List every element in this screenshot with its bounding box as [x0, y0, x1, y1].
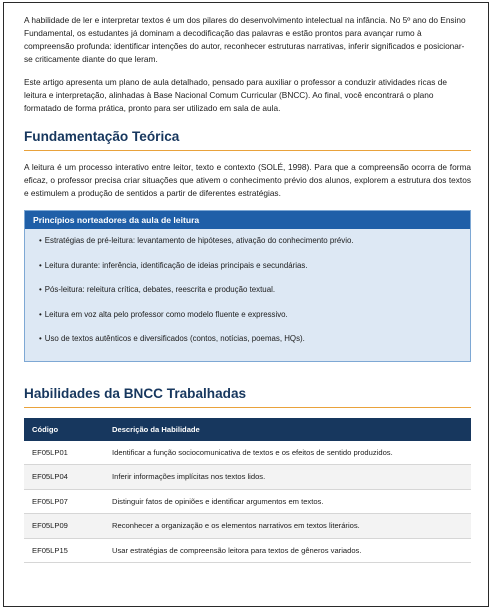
cell-codigo: EF05LP09 [24, 514, 104, 539]
bullet-icon: • [39, 285, 42, 294]
cell-codigo: EF05LP01 [24, 441, 104, 465]
bullet-icon: • [39, 334, 42, 343]
column-header-codigo: Código [24, 418, 104, 441]
bullet-icon: • [39, 260, 42, 270]
principios-box-title: Princípios norteadores da aula de leitura [25, 211, 470, 229]
list-item-text: Leitura durante: inferência, identificação de ideias principais e secundárias. [44, 260, 308, 270]
cell-descricao: Identificar a função sociocomunicativa de textos e os efeitos de sentido produzidos. [104, 441, 471, 465]
document-page [3, 2, 489, 607]
fundamentacao-paragraph: A leitura é um processo interativo entre leitor, texto e contexto (SOLÉ, 1998). Para que a compreensão ocorra de forma eficaz, o professor precisa criar situações que ativem o conhecimento prévio dos alunos, explorem a estrutura dos textos e estimulem a produção de sentidos a partir de diferentes estratégias. [24, 162, 471, 198]
table-header-row [24, 418, 471, 441]
list-item [39, 284, 470, 309]
habilidades-heading: Habilidades da BNCC Trabalhadas [24, 386, 471, 408]
cell-codigo: EF05LP15 [24, 538, 104, 563]
list-item [39, 333, 470, 358]
cell-codigo: EF05LP04 [24, 465, 104, 490]
intro-paragraph-2: Este artigo apresenta um plano de aula detalhado, pensado para auxiliar o professor a conduzir atividades ricas de leitura e interpretação, alinhadas à Base Nacional Comum Curricular (BNCC). Ao final, você encontrará o plano formatado de forma prática, pronto para ser utilizado em sala de aula. [24, 77, 447, 113]
table-row [24, 538, 471, 563]
list-item-text: Uso de textos autênticos e diversificados (contos, notícias, poemas, HQs). [44, 334, 305, 343]
bncc-table [24, 418, 471, 564]
intro-paragraph-1: A habilidade de ler e interpretar textos é um dos pilares do desenvolvimento intelectual na infância. No 5º ano do Ensino Fundamental, os estudantes já dominam a decodificação das palavras e estão prontos para avançar rumo à compreensão profunda: identificar intenções do autor, reconhecer estruturas narrativas, inferir significados e posicionar-se criticamente diante do que leram. [24, 15, 466, 64]
fundamentacao-heading: Fundamentação Teórica [24, 129, 471, 151]
principios-list [25, 229, 470, 361]
list-item-text: Pós-leitura: releitura crítica, debates, reescrita e produção textual. [44, 285, 276, 294]
column-header-descricao: Descrição da Habilidade [104, 418, 471, 441]
table-row [24, 514, 471, 539]
list-item-text: Leitura em voz alta pelo professor como modelo fluente e expressivo. [44, 309, 288, 319]
list-item [39, 235, 470, 260]
cell-descricao: Distinguir fatos de opiniões e identificar argumentos em textos. [104, 489, 471, 514]
list-item [39, 260, 470, 285]
bullet-icon: • [39, 309, 42, 319]
principios-box [24, 210, 471, 362]
bullet-icon: • [39, 236, 42, 245]
list-item-text: Estratégias de pré-leitura: levantamento de hipóteses, ativação do conhecimento prévio. [44, 236, 354, 245]
cell-descricao: Inferir informações implícitas nos textos lidos. [104, 465, 471, 490]
list-item [39, 309, 470, 334]
table-row [24, 441, 471, 465]
cell-codigo: EF05LP07 [24, 489, 104, 514]
table-row [24, 465, 471, 490]
cell-descricao: Usar estratégias de compreensão leitora para textos de gêneros variados. [104, 538, 471, 563]
table-row [24, 489, 471, 514]
cell-descricao: Reconhecer a organização e os elementos narrativos em textos literários. [104, 514, 471, 539]
document-content [24, 14, 471, 563]
